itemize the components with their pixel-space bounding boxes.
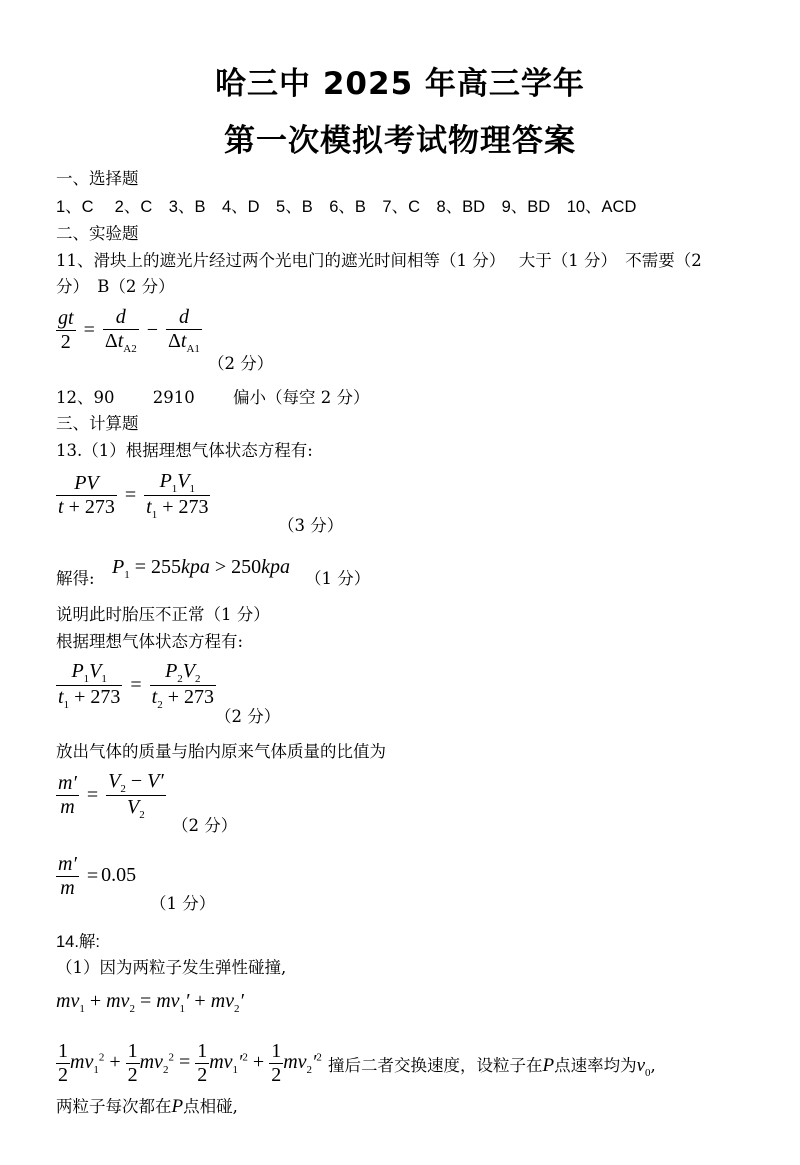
- q11-formula: $\frac{gt}{2}$ = $\frac{d}{\Delta t_{A2}}$ − $\frac{d}{\Delta t_{A1}}$: [58, 306, 200, 355]
- q13-equation-1-score: （3 分）: [278, 516, 344, 535]
- q11-line-2: 分） B（2 分）: [56, 277, 175, 296]
- choice-answers: 1、C 2、C 3、B 4、D 5、B 6、B 7、C 8、BD 9、BD 10、ACD: [56, 198, 637, 216]
- q13-equation-2-score: （2 分）: [215, 707, 281, 726]
- q14-exchange-text-part2: 点速率均为: [554, 1056, 637, 1075]
- q14-exchange-text: 撞后二者交换速度，设粒子在P点速率均为$v_0$,: [328, 1055, 656, 1079]
- title-line-2: 第一次模拟考试物理答案: [224, 123, 576, 159]
- q13-ratio-text: 放出气体的质量与胎内原来气体质量的比值为: [56, 742, 386, 761]
- section-choice-heading: 一、选择题: [56, 169, 139, 188]
- q14-last-part2: 点相碰,: [183, 1097, 238, 1116]
- q14-momentum-equation: $mv_1 + mv_2 = mv_1' + mv_2'$: [56, 990, 244, 1015]
- q13-equation-4: $\frac{m'}{m}$ = 0.05: [58, 853, 137, 899]
- q14-last-line: 两粒子每次都在P点相碰,: [56, 1096, 238, 1117]
- q13-solve-result: $P_1 = 255kpa > 250kpa$: [112, 556, 291, 581]
- q13-equation-4-score: （1 分）: [150, 894, 216, 913]
- q13-solve-label: 解得:: [56, 569, 95, 588]
- q13-equation-1: $\frac{PV}{t + 273}$ = $\frac{P_1V_1}{t_1 + 273}$: [58, 470, 209, 521]
- section-calc-heading: 三、计算题: [56, 414, 139, 433]
- q11-line-1: 11、滑块上的遮光片经过两个光电门的遮光时间相等（1 分） 大于（1 分） 不需要（2: [56, 251, 702, 270]
- q12-answer: 12、90 2910 偏小（每空 2 分）: [56, 388, 370, 407]
- q13-equation-3-score: （2 分）: [172, 816, 238, 835]
- q14-energy-equation: $\frac{1}{2}$ $mv_1^2$ + $\frac{1}{2}$ $mv_2^2$ = $\frac{1}{2}$ $mv_1'^2$ + $\frac{1}{2}$ $mv_2'^2$: [58, 1040, 322, 1086]
- q13-note: 说明此时胎压不正常（1 分）: [56, 605, 270, 624]
- q13-intro: 13.（1）根据理想气体状态方程有:: [56, 441, 313, 460]
- q14-label: 14.解:: [56, 933, 101, 951]
- q14-exchange-text-part1: 撞后二者交换速度，设粒子在: [328, 1056, 543, 1075]
- q14-line-1: （1）因为两粒子发生弹性碰撞,: [56, 958, 287, 977]
- q13-equation-2: $\frac{P_1V_1}{t_1 + 273}$ = $\frac{P_2V_2}{t_2 + 273}$: [58, 660, 214, 711]
- q14-last-part1: 两粒子每次都在: [56, 1097, 172, 1116]
- section-experiment-heading: 二、实验题: [56, 224, 139, 243]
- q13-equation-3: $\frac{m'}{m}$ = $\frac{V_2 - V'}{V_2}$: [58, 770, 164, 821]
- q13-intro-2: 根据理想气体状态方程有:: [56, 632, 244, 651]
- q13-solve-score: （1 分）: [305, 569, 371, 588]
- q11-formula-score: （2 分）: [208, 354, 274, 373]
- title-line-1: 哈三中 2025 年高三学年: [215, 66, 585, 102]
